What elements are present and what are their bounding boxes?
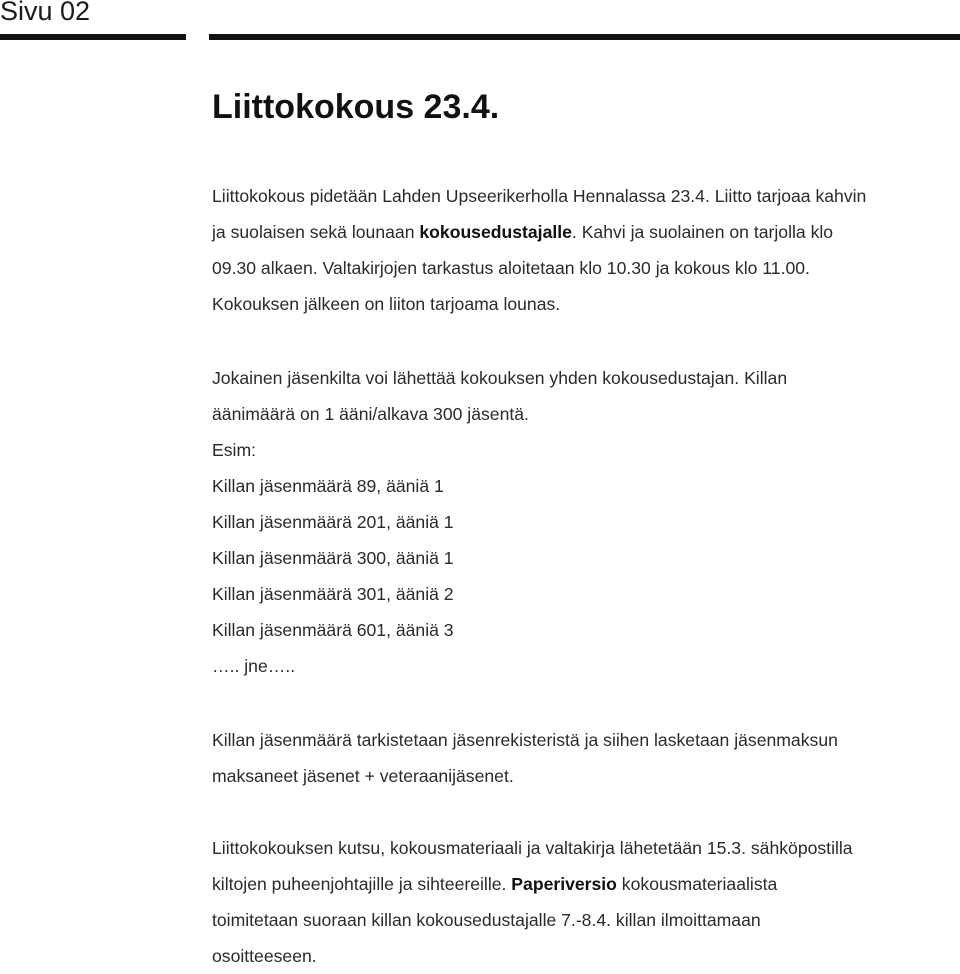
intro-line: [212, 214, 960, 250]
invite-text: kokousmateriaalista: [616, 874, 778, 894]
intro-paragraph: [212, 178, 960, 322]
example-item: Killan jäsenmäärä 89, ääniä 1: [212, 476, 444, 496]
intro-line: 09.30 alkaen. Valtakirjojen tarkastus aloitetaan klo 10.30 ja kokous klo 11.00.: [212, 258, 810, 278]
invite-text: kiltojen puheenjohtajille ja sihteereille.: [212, 874, 512, 894]
invite-line: osoitteeseen.: [212, 946, 317, 966]
header-rule-left: [0, 34, 186, 40]
invite-line: Liittokokouksen kutsu, kokousmateriaali ja valtakirja lähetetään 15.3. sähköpostilla: [212, 838, 853, 858]
example-item: Killan jäsenmäärä 601, ääniä 3: [212, 620, 454, 640]
example-label: Esim:: [212, 440, 256, 460]
example-etc: ….. jne…..: [212, 656, 296, 676]
invitation-paragraph: [212, 830, 960, 974]
intro-bold-text: kokousedustajalle: [419, 222, 572, 242]
example-item: Killan jäsenmäärä 201, ääniä 1: [212, 512, 454, 532]
page-number-label: Sivu 02: [0, 0, 91, 26]
invite-line: [212, 866, 960, 902]
check-line: maksaneet jäsenet + veteraanijäsenet.: [212, 766, 514, 786]
voting-line: Jokainen jäsenkilta voi lähettää kokouksen yhden kokousedustajan. Killan: [212, 368, 788, 388]
voting-line: äänimäärä on 1 ääni/alkava 300 jäsentä.: [212, 404, 529, 424]
intro-line: Kokouksen jälkeen on liiton tarjoama lounas.: [212, 294, 561, 314]
invite-line: toimitetaan suoraan killan kokousedustajalle 7.-8.4. killan ilmoittamaan: [212, 910, 761, 930]
check-line: Killan jäsenmäärä tarkistetaan jäsenrekisteristä ja siihen lasketaan jäsenmaksun: [212, 730, 838, 750]
intro-text: . Kahvi ja suolainen on tarjolla klo: [571, 222, 834, 242]
membership-check-paragraph: [212, 722, 960, 794]
example-item: Killan jäsenmäärä 301, ääniä 2: [212, 584, 454, 604]
intro-line: Liittokokous pidetään Lahden Upseerikerholla Hennalassa 23.4. Liitto tarjoaa kahvin: [212, 186, 867, 206]
invite-bold-text: Paperiversio: [511, 874, 617, 894]
voting-paragraph: [212, 360, 960, 684]
example-item: Killan jäsenmäärä 300, ääniä 1: [212, 548, 454, 568]
page-title: Liittokokous 23.4.: [212, 88, 500, 126]
header-rule-right: [209, 34, 960, 40]
intro-text: ja suolaisen sekä lounaan: [212, 222, 420, 242]
